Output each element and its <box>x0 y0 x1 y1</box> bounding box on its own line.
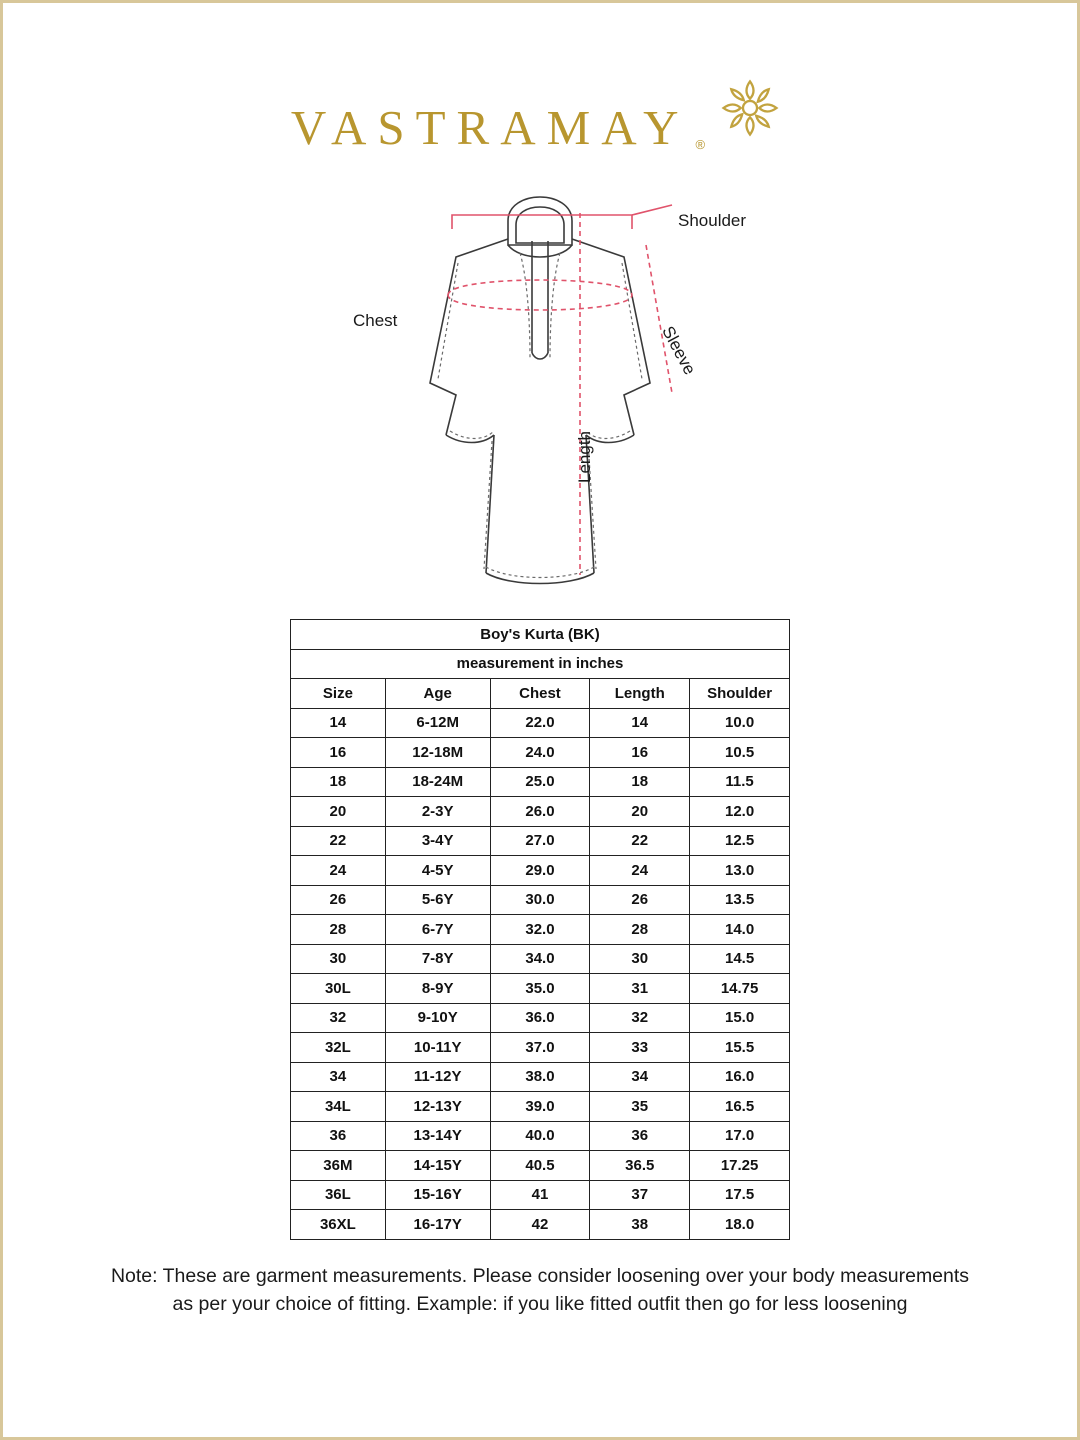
cell-size: 34 <box>291 1062 386 1092</box>
table-row <box>291 1180 790 1210</box>
table-row <box>291 767 790 797</box>
cell-chest: 32.0 <box>490 915 590 945</box>
note-line-2: as per your choice of fitting. Example: if you like fitted outfit then go for less loosening <box>172 1292 908 1315</box>
cell-shoulder: 14.75 <box>690 974 790 1004</box>
table-row <box>291 856 790 886</box>
cell-length: 18 <box>590 767 690 797</box>
cell-chest: 40.0 <box>490 1121 590 1151</box>
cell-shoulder: 11.5 <box>690 767 790 797</box>
cell-size: 26 <box>291 885 386 915</box>
cell-age: 14-15Y <box>385 1151 490 1181</box>
column-header-chest: Chest <box>490 679 590 709</box>
cell-shoulder: 16.0 <box>690 1062 790 1092</box>
cell-size: 36L <box>291 1180 386 1210</box>
cell-chest: 24.0 <box>490 738 590 768</box>
table-row <box>291 885 790 915</box>
table-subtitle-row <box>291 649 790 679</box>
cell-length: 32 <box>590 1003 690 1033</box>
cell-age: 6-7Y <box>385 915 490 945</box>
cell-age: 5-6Y <box>385 885 490 915</box>
cell-age: 3-4Y <box>385 826 490 856</box>
cell-chest: 26.0 <box>490 797 590 827</box>
cell-shoulder: 15.0 <box>690 1003 790 1033</box>
cell-shoulder: 10.5 <box>690 738 790 768</box>
brand-header <box>291 55 789 165</box>
cell-length: 26 <box>590 885 690 915</box>
cell-age: 15-16Y <box>385 1180 490 1210</box>
cell-age: 6-12M <box>385 708 490 738</box>
cell-size: 36 <box>291 1121 386 1151</box>
column-header-shoulder: Shoulder <box>690 679 790 709</box>
table-row <box>291 1003 790 1033</box>
cell-shoulder: 17.5 <box>690 1180 790 1210</box>
cell-age: 9-10Y <box>385 1003 490 1033</box>
cell-size: 18 <box>291 767 386 797</box>
table-row <box>291 708 790 738</box>
cell-length: 24 <box>590 856 690 886</box>
cell-length: 37 <box>590 1180 690 1210</box>
cell-length: 36.5 <box>590 1151 690 1181</box>
table-title: Boy's Kurta (BK) <box>291 620 790 650</box>
size-table-wrapper <box>290 619 790 1240</box>
label-shoulder: Shoulder <box>678 211 747 230</box>
table-row <box>291 1210 790 1240</box>
cell-chest: 37.0 <box>490 1033 590 1063</box>
cell-chest: 42 <box>490 1210 590 1240</box>
cell-shoulder: 10.0 <box>690 708 790 738</box>
table-row <box>291 1151 790 1181</box>
cell-age: 11-12Y <box>385 1062 490 1092</box>
kurta-garment-diagram <box>280 183 800 613</box>
cell-age: 10-11Y <box>385 1033 490 1063</box>
cell-size: 14 <box>291 708 386 738</box>
cell-chest: 30.0 <box>490 885 590 915</box>
cell-length: 35 <box>590 1092 690 1122</box>
cell-shoulder: 13.5 <box>690 885 790 915</box>
cell-age: 4-5Y <box>385 856 490 886</box>
cell-size: 36XL <box>291 1210 386 1240</box>
cell-shoulder: 13.0 <box>690 856 790 886</box>
cell-chest: 25.0 <box>490 767 590 797</box>
cell-length: 33 <box>590 1033 690 1063</box>
registered-mark: ® <box>695 137 706 152</box>
table-row <box>291 944 790 974</box>
cell-length: 22 <box>590 826 690 856</box>
cell-size: 16 <box>291 738 386 768</box>
cell-age: 16-17Y <box>385 1210 490 1240</box>
cell-chest: 38.0 <box>490 1062 590 1092</box>
cell-length: 14 <box>590 708 690 738</box>
cell-chest: 39.0 <box>490 1092 590 1122</box>
cell-age: 12-18M <box>385 738 490 768</box>
cell-size: 20 <box>291 797 386 827</box>
cell-shoulder: 14.0 <box>690 915 790 945</box>
cell-length: 31 <box>590 974 690 1004</box>
column-header-length: Length <box>590 679 690 709</box>
cell-chest: 27.0 <box>490 826 590 856</box>
cell-length: 30 <box>590 944 690 974</box>
table-row <box>291 797 790 827</box>
table-row <box>291 1092 790 1122</box>
cell-chest: 29.0 <box>490 856 590 886</box>
cell-shoulder: 17.0 <box>690 1121 790 1151</box>
cell-size: 34L <box>291 1092 386 1122</box>
cell-size: 32 <box>291 1003 386 1033</box>
cell-age: 13-14Y <box>385 1121 490 1151</box>
cell-chest: 41 <box>490 1180 590 1210</box>
cell-age: 7-8Y <box>385 944 490 974</box>
table-title-row <box>291 620 790 650</box>
table-subtitle: measurement in inches <box>291 649 790 679</box>
label-sleeve: Sleeve <box>658 323 700 378</box>
cell-age: 2-3Y <box>385 797 490 827</box>
table-row <box>291 1033 790 1063</box>
size-table <box>290 619 790 1240</box>
cell-size: 30 <box>291 944 386 974</box>
note-text <box>50 1262 1030 1319</box>
cell-size: 36M <box>291 1151 386 1181</box>
cell-shoulder: 12.0 <box>690 797 790 827</box>
cell-shoulder: 15.5 <box>690 1033 790 1063</box>
cell-length: 20 <box>590 797 690 827</box>
cell-size: 28 <box>291 915 386 945</box>
cell-chest: 40.5 <box>490 1151 590 1181</box>
cell-shoulder: 18.0 <box>690 1210 790 1240</box>
cell-chest: 35.0 <box>490 974 590 1004</box>
column-header-size: Size <box>291 679 386 709</box>
note-line-1: Note: These are garment measurements. Please consider loosening over your body measurements <box>110 1264 970 1287</box>
cell-size: 24 <box>291 856 386 886</box>
table-row <box>291 1062 790 1092</box>
cell-age: 18-24M <box>385 767 490 797</box>
cell-length: 34 <box>590 1062 690 1092</box>
cell-length: 28 <box>590 915 690 945</box>
table-header-row <box>291 679 790 709</box>
table-row <box>291 974 790 1004</box>
cell-size: 32L <box>291 1033 386 1063</box>
cell-size: 30L <box>291 974 386 1004</box>
cell-shoulder: 16.5 <box>690 1092 790 1122</box>
cell-shoulder: 14.5 <box>690 944 790 974</box>
table-row <box>291 826 790 856</box>
cell-shoulder: 12.5 <box>690 826 790 856</box>
cell-length: 36 <box>590 1121 690 1151</box>
cell-chest: 22.0 <box>490 708 590 738</box>
cell-chest: 36.0 <box>490 1003 590 1033</box>
cell-length: 38 <box>590 1210 690 1240</box>
table-row <box>291 1121 790 1151</box>
table-row <box>291 738 790 768</box>
table-row <box>291 915 790 945</box>
label-length: Length <box>575 431 594 483</box>
brand-name: VASTRAMAY <box>290 100 690 155</box>
cell-age: 12-13Y <box>385 1092 490 1122</box>
cell-size: 22 <box>291 826 386 856</box>
cell-age: 8-9Y <box>385 974 490 1004</box>
ornamental-star-icon <box>711 69 789 152</box>
kurta-outline-icon <box>280 183 800 613</box>
cell-chest: 34.0 <box>490 944 590 974</box>
cell-shoulder: 17.25 <box>690 1151 790 1181</box>
cell-length: 16 <box>590 738 690 768</box>
column-header-age: Age <box>385 679 490 709</box>
label-chest: Chest <box>353 311 398 330</box>
